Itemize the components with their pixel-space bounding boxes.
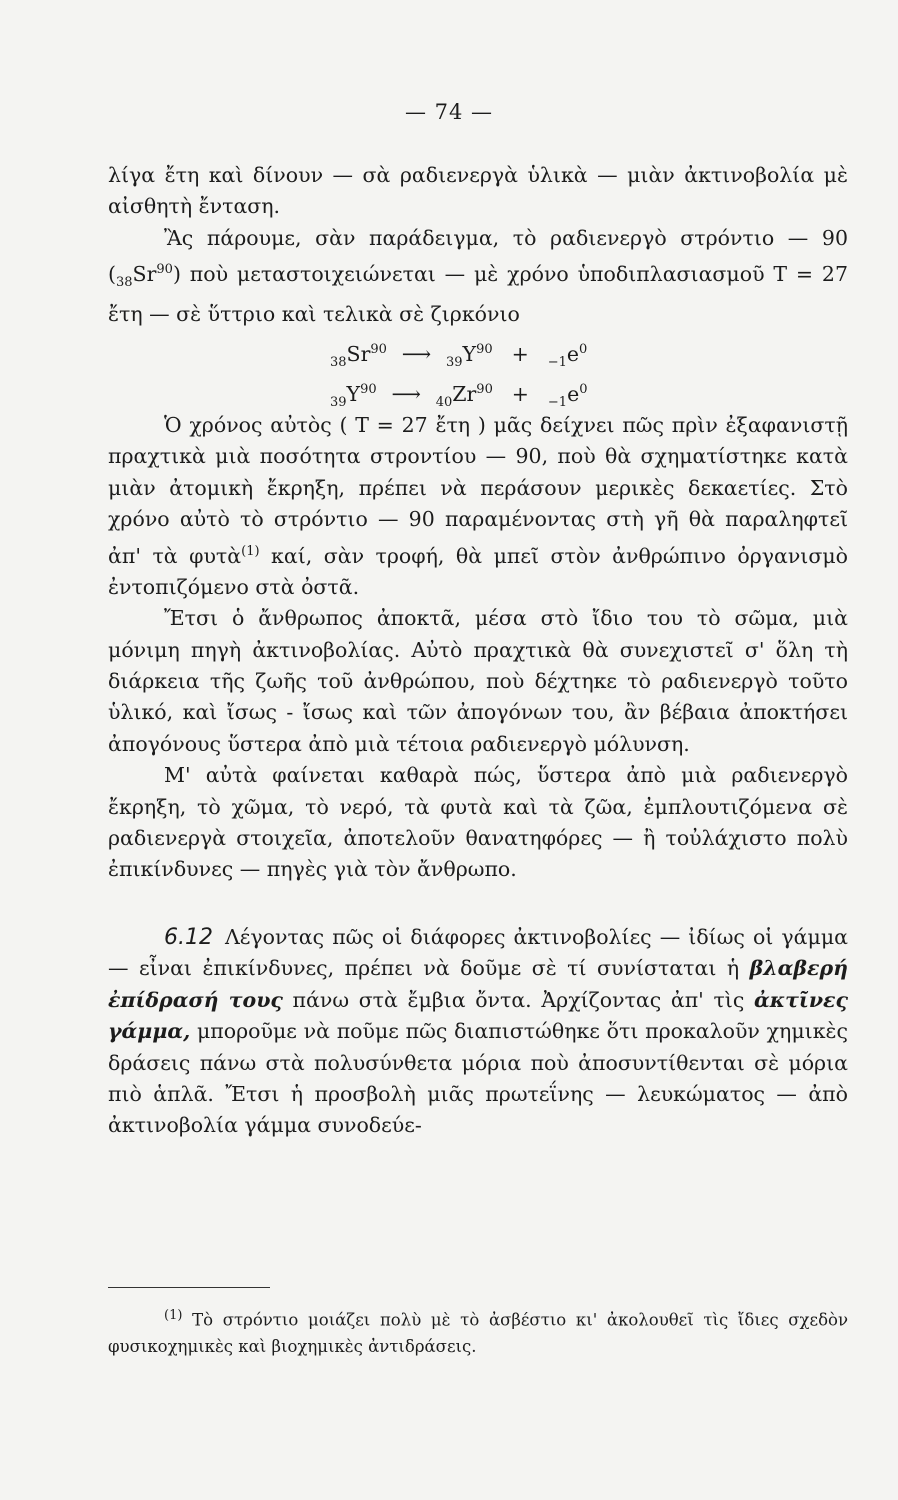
- page-number: — 74 —: [404, 100, 494, 124]
- paragraph-2: Ἂς πάρουμε, σὰν παράδειγμα, τὸ ραδιενεργὸ στρόντιο — 90 $(_{38}Sr^{90})$ ποὺ μεταστοιχειώνεται — μὲ χρόνο ὑποδιπλασιασμοῦ T = 27 ἔτη — σὲ ὕττριο καὶ τελικὰ σὲ ζιρκόνιο: [108, 225, 848, 326]
- footnote-marker: (1): [164, 1308, 183, 1323]
- section-gap: [108, 886, 848, 922]
- equation-1: $_{38}Sr^{90}$ ⟶ $_{39}Y^{90} + _{-1}e^0$: [108, 330, 848, 370]
- reaction-arrow: ⟶: [401, 341, 432, 366]
- reaction-arrow: ⟶: [391, 381, 421, 406]
- emphasis-gamma-rays: ἀκτῖνες γάμμα,: [108, 987, 848, 1044]
- paragraph-5: Μ' αὐτὰ φαίνεται καθαρὰ πώς, ὕστερα ἀπὸ μιὰ ραδιενεργὸ ἔκρηξη, τὸ χῶμα, τὸ νερό, τὰ φυτὰ καὶ τὰ ζῶα, ἐμπλουτιζόμενα σὲ ραδιενεργὰ στοιχεῖα, ἀποτελοῦν θανατηφόρες — ἢ τοὐλάχιστο πολὺ ἐπικίνδυνες — πηγὲς γιὰ τὸν ἄνθρωπο.: [108, 763, 848, 882]
- footnote-ref: (1): [241, 543, 260, 559]
- main-text: [108, 160, 848, 1142]
- emphasis-harmful-effect: βλαβερή ἐπίδρασή τους: [108, 956, 848, 1012]
- section-6-12: 6.12 Λέγοντας πῶς οἱ διάφορες ἀκτινοβολίες — ἰδίως οἱ γάμμα — εἶναι ἐπικίνδυνες, πρέπει νὰ δοῦμε σὲ τί συνίσταται ἡ βλαβερή ἐπίδρασή τους πάνω στὰ ἔμβια ὄντα. Ἀρχίζοντας ἀπ' τὶς ἀκτῖνες γάμμα, μποροῦμε νὰ ποῦμε πῶς διαπιστώθηκε ὅτι προκαλοῦν χημικὲς δράσεις πάνω στὰ πολυσύνθετα μόρια ποὺ ἀποσυντίθενται σὲ μόρια πιὸ ἁπλᾶ. Ἔτσι ἡ προσβολὴ μιᾶς πρωτεΐνης — λευκώματος — ἀπὸ ἀκτινοβολία γάμμα συνοδεύε-: [108, 924, 848, 1138]
- footnote-rule: [108, 1287, 270, 1288]
- equation-2: $_{39}Y^{90}$ ⟶ $_{40}Zr^{90} + _{-1}e^0$: [108, 370, 848, 410]
- paragraph-1: λίγα ἔτη καὶ δίνουν — σὰ ραδιενεργὰ ὑλικὰ — μιὰν ἀκτινοβολία μὲ αἰσθητὴ ἔνταση.: [108, 163, 848, 219]
- section-number: 6.12: [164, 924, 213, 950]
- footnote: [108, 1303, 848, 1360]
- paragraph-3: Ὁ χρόνος αὐτὸς ( T = 27 ἔτη ) μᾶς δείχνει πῶς πρὶν ἐξαφανιστῇ πραχτικὰ μιὰ ποσότητα στροντίου — 90, ποὺ θὰ σχηματίστηκε κατὰ μιὰν ἀτομικὴ ἔκρηξη, πρέπει νὰ περάσουν μερικὲς δεκαετίες. Στὸ χρόνο αὐτὸ τὸ στρόντιο — 90 παραμένοντας στὴ γῆ θὰ παραληφτεῖ ἀπ' τὰ φυτὰ$^{(1)}$ καί, σὰν τροφή, θὰ μπεῖ στὸν ἀνθρώπινο ὀργανισμὸ ἐντοπιζόμενο στὰ ὀστᾶ.: [108, 412, 849, 599]
- footnote-text: Τὸ στρόντιο μοιάζει πολὺ μὲ τὸ ἀσβέστιο κι' ἀκολουθεῖ τὶς ἴδιες σχεδὸν φυσικοχημικὲς καὶ βιοχημικὲς ἀντιδράσεις.: [108, 1310, 848, 1356]
- paragraph-4: Ἔτσι ὁ ἄνθρωπος ἀποκτᾶ, μέσα στὸ ἴδιο του τὸ σῶμα, μιὰ μόνιμη πηγὴ ἀκτινοβολίας. Αὐτὸ πραχτικὰ θὰ συνεχιστεῖ σ' ὅλη τὴ διάρκεια τῆς ζωῆς τοῦ ἀνθρώπου, ποὺ δέχτηκε τὸ ραδιενεργὸ τοῦτο ὑλικό, καὶ ἴσως - ἴσως καὶ τῶν ἀπογόνων του, ἂν βέβαια ἀποκτήσει ἀπογόνους ὕστερα ἀπὸ μιὰ τέτοια ραδιενεργὸ μόλυνση.: [108, 606, 848, 756]
